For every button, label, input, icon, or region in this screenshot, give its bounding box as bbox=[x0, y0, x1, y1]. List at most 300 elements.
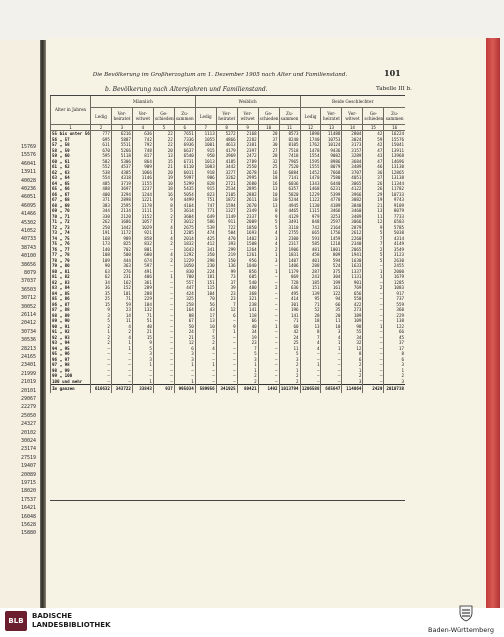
value-cell: 3262 bbox=[216, 175, 237, 181]
value-cell: 10 bbox=[258, 197, 279, 203]
left-page-number: 38656 bbox=[20, 261, 36, 268]
value-cell: 2 bbox=[279, 362, 300, 368]
value-cell: 554 bbox=[91, 175, 112, 181]
value-cell: 7965 bbox=[279, 159, 300, 165]
subcolumn-header: Ver-heiratet bbox=[111, 108, 132, 125]
age-cell: 84 „ 85 bbox=[51, 291, 91, 297]
value-cell: 1 bbox=[237, 368, 258, 374]
value-cell: 13968 bbox=[384, 153, 405, 159]
value-cell: — bbox=[363, 296, 384, 302]
value-cell: 37 bbox=[363, 175, 384, 181]
value-cell: — bbox=[174, 373, 195, 379]
value-cell: 4 bbox=[258, 230, 279, 236]
subcolumn-header: Ver-witwet bbox=[132, 108, 153, 125]
value-cell: — bbox=[153, 368, 174, 374]
value-cell: 23 bbox=[111, 307, 132, 313]
value-cell: 823 bbox=[195, 192, 216, 198]
left-page-number: 18020 bbox=[20, 488, 36, 495]
value-cell: 10 bbox=[258, 192, 279, 198]
value-cell: 8986 bbox=[321, 159, 342, 165]
value-cell: 7 bbox=[363, 236, 384, 242]
value-cell: 4189 bbox=[321, 203, 342, 209]
value-cell: 15 bbox=[132, 335, 153, 341]
value-cell: 8 bbox=[153, 203, 174, 209]
left-page-number: 41052 bbox=[20, 228, 36, 234]
value-cell: 1337 bbox=[342, 269, 363, 275]
value-cell: 101 bbox=[111, 291, 132, 297]
value-cell: 10 bbox=[321, 324, 342, 330]
value-cell: — bbox=[216, 362, 237, 368]
value-cell: 8 bbox=[384, 351, 405, 357]
age-cell: 70 „ 71 bbox=[51, 214, 91, 220]
value-cell: 911 bbox=[216, 219, 237, 225]
value-cell: 34 bbox=[91, 280, 112, 286]
value-cell: — bbox=[363, 335, 384, 341]
left-page-number: 21019 bbox=[20, 379, 36, 386]
value-cell: 6036 bbox=[279, 181, 300, 187]
value-cell: 1 bbox=[132, 379, 153, 385]
value-cell: 51 bbox=[132, 318, 153, 324]
value-cell: — bbox=[216, 318, 237, 324]
value-cell: 19 bbox=[237, 335, 258, 341]
value-cell: 5 bbox=[363, 258, 384, 264]
value-cell: 9 bbox=[363, 225, 384, 231]
column-index: 11 bbox=[279, 125, 300, 131]
left-page-number: 16421 bbox=[20, 505, 36, 512]
value-cell: 1261 bbox=[237, 252, 258, 258]
left-page-number: 19715 bbox=[20, 480, 36, 486]
value-cell: 918 bbox=[195, 170, 216, 176]
value-cell: 66 bbox=[321, 302, 342, 308]
value-cell: 12 bbox=[342, 346, 363, 352]
value-cell: 702 bbox=[111, 247, 132, 253]
value-cell: 1555 bbox=[300, 164, 321, 170]
value-cell: 15 bbox=[153, 159, 174, 165]
total-cell: 2010738 bbox=[384, 385, 405, 394]
left-page-number: 40236 bbox=[20, 186, 36, 192]
value-cell: — bbox=[153, 335, 174, 341]
age-cell: 69 „ 70 bbox=[51, 208, 91, 214]
value-cell: — bbox=[300, 351, 321, 357]
value-cell: 2397 bbox=[237, 148, 258, 154]
value-cell: 88 bbox=[174, 313, 195, 319]
value-cell: 25 bbox=[91, 296, 112, 302]
value-cell: 7336 bbox=[174, 137, 195, 143]
value-cell: 1 bbox=[384, 368, 405, 374]
total-cell: 1206588 bbox=[301, 386, 320, 392]
value-cell: 29 bbox=[363, 192, 384, 198]
value-cell: 728 bbox=[279, 280, 300, 286]
value-cell: — bbox=[91, 346, 112, 352]
value-cell: 3 bbox=[174, 351, 195, 357]
value-cell: 2300 bbox=[279, 236, 300, 242]
value-cell: 14 bbox=[111, 313, 132, 319]
age-cell: 59 „ 60 bbox=[51, 153, 91, 159]
value-cell: 108 bbox=[91, 252, 112, 258]
left-page-number: 20102 bbox=[20, 429, 36, 436]
value-cell: 1 bbox=[279, 368, 300, 374]
column-index: 6 bbox=[174, 125, 195, 131]
value-cell: 5 bbox=[258, 219, 279, 225]
age-cell: 62 „ 63 bbox=[51, 170, 91, 176]
value-cell: 40 bbox=[237, 324, 258, 330]
value-cell: 6 bbox=[174, 346, 195, 352]
value-cell: 6540 bbox=[174, 153, 195, 159]
value-cell: 950 bbox=[195, 153, 216, 159]
value-cell: — bbox=[258, 313, 279, 319]
value-cell: 138 bbox=[384, 318, 405, 324]
value-cell: 27 bbox=[258, 148, 279, 154]
value-cell: 1 bbox=[111, 346, 132, 352]
value-cell: 168 bbox=[91, 236, 112, 242]
value-cell: 7651 bbox=[174, 131, 195, 137]
value-cell: 7733 bbox=[384, 214, 405, 220]
value-cell: 7 bbox=[195, 329, 216, 335]
value-cell: 1 bbox=[258, 269, 279, 275]
value-cell: 2 bbox=[237, 373, 258, 379]
age-cell: 57 „ 58 bbox=[51, 142, 91, 148]
value-cell: 406 bbox=[132, 274, 153, 280]
column-index: 15 bbox=[363, 125, 384, 131]
table-row bbox=[51, 175, 406, 181]
value-cell: 11 bbox=[111, 318, 132, 324]
value-cell: 915 bbox=[195, 186, 216, 192]
column-index: 4 bbox=[132, 125, 153, 131]
value-cell: 4385 bbox=[111, 170, 132, 176]
value-cell: 4945 bbox=[279, 203, 300, 209]
left-page-number: 40028 bbox=[20, 177, 36, 184]
value-cell: — bbox=[258, 280, 279, 286]
age-cell: 78 „ 79 bbox=[51, 258, 91, 264]
age-cell: 93 „ 94 bbox=[51, 340, 91, 346]
value-cell: 3604 bbox=[174, 214, 195, 220]
value-cell: 425 bbox=[195, 236, 216, 242]
value-cell: 2879 bbox=[342, 225, 363, 231]
value-cell: — bbox=[258, 346, 279, 352]
value-cell: 524 bbox=[321, 263, 342, 269]
value-cell: 13130 bbox=[384, 164, 405, 170]
value-cell: 1172 bbox=[111, 230, 132, 236]
value-cell: — bbox=[216, 373, 237, 379]
value-cell: 95 bbox=[300, 296, 321, 302]
value-cell: 9082 bbox=[321, 153, 342, 159]
value-cell: 371 bbox=[91, 197, 112, 203]
value-cell: 7 bbox=[153, 219, 174, 225]
value-cell: — bbox=[363, 318, 384, 324]
value-cell: 32 bbox=[258, 159, 279, 165]
value-cell: 11488 bbox=[321, 131, 342, 137]
value-cell: 363 bbox=[111, 263, 132, 269]
value-cell: 3110 bbox=[279, 225, 300, 231]
value-cell: 1229 bbox=[300, 192, 321, 198]
value-cell: 5 bbox=[195, 335, 216, 341]
value-cell: 23 bbox=[237, 340, 258, 346]
value-cell: 1 bbox=[174, 362, 195, 368]
value-cell: 5 bbox=[132, 346, 153, 352]
age-cell: 81 „ 82 bbox=[51, 274, 91, 280]
age-cell: 74 „ 75 bbox=[51, 236, 91, 242]
library-logo: BLB bbox=[5, 611, 27, 631]
value-cell: 15576 bbox=[384, 137, 405, 143]
value-cell: — bbox=[321, 362, 342, 368]
left-page-number: 40733 bbox=[20, 236, 36, 243]
value-cell: 2349 bbox=[237, 208, 258, 214]
group-header-both: Beide Geschlechter bbox=[300, 95, 405, 108]
value-cell: 3 bbox=[384, 362, 405, 368]
left-page-number: 20089 bbox=[20, 471, 36, 478]
value-cell: 9 bbox=[91, 307, 112, 313]
value-cell: 809 bbox=[321, 252, 342, 258]
age-cell: 71 „ 72 bbox=[51, 219, 91, 225]
value-cell: 5118 bbox=[111, 153, 132, 159]
left-page-number: 22279 bbox=[20, 404, 36, 411]
value-cell: — bbox=[195, 379, 216, 385]
value-cell: 10733 bbox=[384, 192, 405, 198]
value-cell: 3 bbox=[91, 313, 112, 319]
left-page-number: 46041 bbox=[20, 160, 36, 167]
value-cell: 1130 bbox=[300, 203, 321, 209]
value-cell: 3684 bbox=[342, 159, 363, 165]
value-cell: 3123 bbox=[384, 252, 405, 258]
total-cell: 589956 bbox=[195, 385, 216, 394]
value-cell: 4537 bbox=[111, 164, 132, 170]
value-cell: 5 bbox=[363, 252, 384, 258]
value-cell: 42 bbox=[363, 142, 384, 148]
value-cell: 18 bbox=[153, 186, 174, 192]
column-index: 13 bbox=[321, 125, 342, 131]
value-cell: 1643 bbox=[174, 247, 195, 253]
value-cell: — bbox=[153, 302, 174, 308]
value-cell: — bbox=[216, 340, 237, 346]
age-cell: 96 „ 97 bbox=[51, 357, 91, 363]
value-cell: — bbox=[216, 335, 237, 341]
value-cell: 3294 bbox=[111, 192, 132, 198]
table-row bbox=[51, 142, 406, 148]
value-cell: 3289 bbox=[342, 153, 363, 159]
age-cell: 86 „ 87 bbox=[51, 302, 91, 308]
table-label: Tabelle III b. bbox=[376, 86, 412, 92]
value-cell: — bbox=[153, 280, 174, 286]
value-cell: 1221 bbox=[132, 197, 153, 203]
value-cell: 250 bbox=[91, 225, 112, 231]
value-cell: 858 bbox=[132, 236, 153, 242]
value-cell: 13911 bbox=[384, 148, 405, 154]
value-cell: 6011 bbox=[174, 170, 195, 176]
left-page-number: 46051 bbox=[20, 194, 36, 201]
value-cell: 164 bbox=[174, 307, 195, 313]
value-cell: 231 bbox=[111, 274, 132, 280]
value-cell: 5038 bbox=[384, 230, 405, 236]
value-cell: 230 bbox=[195, 263, 216, 269]
value-cell: 37 bbox=[384, 340, 405, 346]
value-cell: 5 bbox=[237, 351, 258, 357]
age-cell: 68 „ 69 bbox=[51, 203, 91, 209]
value-cell: — bbox=[363, 291, 384, 297]
value-cell: 62 bbox=[91, 274, 112, 280]
subcolumn-header: Ledig bbox=[300, 108, 321, 125]
value-cell: — bbox=[153, 313, 174, 319]
value-cell: 1285 bbox=[384, 280, 405, 286]
left-page-number: 19407 bbox=[20, 463, 36, 470]
value-cell: 20 bbox=[153, 148, 174, 154]
value-cell: 458 bbox=[300, 252, 321, 258]
value-cell: 1890 bbox=[300, 131, 321, 137]
value-cell: 1 bbox=[363, 269, 384, 275]
value-cell: 22 bbox=[153, 137, 174, 143]
value-cell: 5306 bbox=[111, 159, 132, 165]
value-cell: 10 bbox=[153, 181, 174, 187]
value-cell: — bbox=[258, 351, 279, 357]
value-cell: 3065 bbox=[342, 181, 363, 187]
value-cell: 1 bbox=[258, 324, 279, 330]
value-cell: 22 bbox=[153, 142, 174, 148]
value-cell: 3719 bbox=[111, 181, 132, 187]
value-cell: 401 bbox=[300, 258, 321, 264]
left-page-number: 15769 bbox=[20, 144, 36, 150]
value-cell: 582 bbox=[91, 159, 112, 165]
value-cell: 1013 bbox=[195, 159, 216, 165]
left-page-number: 20101 bbox=[20, 387, 36, 394]
age-cell: 55 bis unter 56 bbox=[52, 131, 90, 136]
left-page-number: 41466 bbox=[20, 211, 36, 218]
value-cell: — bbox=[363, 329, 384, 335]
value-cell: 915 bbox=[195, 148, 216, 154]
value-cell: 361 bbox=[132, 280, 153, 286]
value-cell: — bbox=[216, 346, 237, 352]
value-cell: 13 bbox=[258, 186, 279, 192]
value-cell: 751 bbox=[195, 197, 216, 203]
value-cell: 1001 bbox=[195, 142, 216, 148]
value-cell: 1906 bbox=[279, 247, 300, 253]
value-cell: — bbox=[363, 313, 384, 319]
value-cell: — bbox=[153, 247, 174, 253]
value-cell: 7 bbox=[216, 302, 237, 308]
value-cell: 19 bbox=[153, 175, 174, 181]
value-cell: 45 bbox=[384, 335, 405, 341]
value-cell: 16 bbox=[258, 181, 279, 187]
value-cell: 2612 bbox=[342, 230, 363, 236]
value-cell: 1872 bbox=[216, 197, 237, 203]
value-cell: 2 bbox=[342, 373, 363, 379]
value-cell: 238 bbox=[237, 302, 258, 308]
value-cell: 1 bbox=[258, 252, 279, 258]
value-cell: 42 bbox=[279, 329, 300, 335]
value-cell: 3066 bbox=[342, 219, 363, 225]
value-cell: 1 bbox=[321, 346, 342, 352]
value-cell: — bbox=[363, 357, 384, 363]
value-cell: 375 bbox=[321, 269, 342, 275]
value-cell: 2000 bbox=[384, 269, 405, 275]
value-cell: 5244 bbox=[279, 197, 300, 203]
value-cell: 34 bbox=[342, 335, 363, 341]
total-cell: 995034 bbox=[174, 385, 195, 394]
value-cell: — bbox=[258, 357, 279, 363]
value-cell: 7580 bbox=[321, 175, 342, 181]
value-cell: 5820 bbox=[279, 192, 300, 198]
value-cell: 19 bbox=[363, 197, 384, 203]
value-cell: — bbox=[153, 379, 174, 385]
age-cell: 72 „ 73 bbox=[51, 225, 91, 231]
value-cell: — bbox=[153, 263, 174, 269]
value-cell: 3012 bbox=[174, 219, 195, 225]
value-cell: 1740 bbox=[300, 137, 321, 143]
value-cell: 12865 bbox=[384, 170, 405, 176]
value-cell: 25 bbox=[258, 164, 279, 170]
value-cell: 742 bbox=[132, 137, 153, 143]
value-cell: 6231 bbox=[321, 186, 342, 192]
value-cell: 4185 bbox=[216, 159, 237, 165]
value-cell: 3969 bbox=[216, 153, 237, 159]
value-cell: 15 bbox=[91, 302, 112, 308]
subcolumn-header: Ledig bbox=[91, 108, 112, 125]
value-cell: 3 bbox=[321, 329, 342, 335]
value-cell: — bbox=[195, 368, 216, 374]
subcolumn-header: Ver-witwet bbox=[342, 108, 363, 125]
left-page-number: 15576 bbox=[20, 152, 36, 159]
value-cell: 23 bbox=[216, 291, 237, 297]
value-cell: 191 bbox=[91, 230, 112, 236]
value-cell: 6440 bbox=[321, 181, 342, 187]
value-cell: — bbox=[91, 362, 112, 368]
value-cell: 1850 bbox=[237, 225, 258, 231]
table-row bbox=[51, 164, 406, 170]
table-row bbox=[51, 197, 406, 203]
total-cell: 2429 bbox=[363, 385, 384, 394]
value-cell: 674 bbox=[132, 258, 153, 264]
total-cell: 341925 bbox=[216, 385, 237, 394]
left-page-number: 40100 bbox=[20, 253, 36, 260]
value-cell: 5299 bbox=[174, 181, 195, 187]
value-cell: — bbox=[321, 373, 342, 379]
left-page-number: 30536 bbox=[20, 337, 36, 344]
table-row bbox=[51, 219, 406, 225]
value-cell: — bbox=[153, 307, 174, 313]
value-cell: 2260 bbox=[342, 236, 363, 242]
left-page-number: 25050 bbox=[20, 412, 36, 419]
value-cell: 59 bbox=[363, 137, 384, 143]
value-cell: 611 bbox=[91, 142, 112, 148]
value-cell: 2898 bbox=[111, 197, 132, 203]
value-cell: 2597 bbox=[321, 219, 342, 225]
value-cell: 1406 bbox=[279, 263, 300, 269]
value-cell: 2 bbox=[342, 362, 363, 368]
value-cell: — bbox=[153, 362, 174, 368]
subcolumn-header: Zu-sammen bbox=[279, 108, 300, 125]
value-cell: 12 bbox=[363, 219, 384, 225]
value-cell: 4 bbox=[258, 241, 279, 247]
value-cell: 24 bbox=[174, 329, 195, 335]
value-cell: — bbox=[300, 368, 321, 374]
value-cell: 3697 bbox=[111, 186, 132, 192]
value-cell: 3882 bbox=[342, 197, 363, 203]
value-cell: 9743 bbox=[384, 197, 405, 203]
table-row bbox=[51, 241, 406, 247]
value-cell: 5785 bbox=[384, 225, 405, 231]
value-cell: 447 bbox=[174, 285, 195, 291]
value-cell: 115 bbox=[195, 285, 216, 291]
value-cell: 136 bbox=[216, 263, 237, 269]
value-cell: 2670 bbox=[237, 203, 258, 209]
value-cell: 12 bbox=[174, 340, 195, 346]
value-cell: — bbox=[258, 307, 279, 313]
value-cell: 13 bbox=[153, 153, 174, 159]
value-cell: — bbox=[153, 324, 174, 330]
value-cell: 35 bbox=[91, 291, 112, 297]
age-cell: 80 „ 81 bbox=[51, 269, 91, 275]
state-label: Baden-Württemberg bbox=[428, 626, 494, 634]
value-cell: — bbox=[111, 368, 132, 374]
left-page-number: 21999 bbox=[20, 370, 36, 377]
